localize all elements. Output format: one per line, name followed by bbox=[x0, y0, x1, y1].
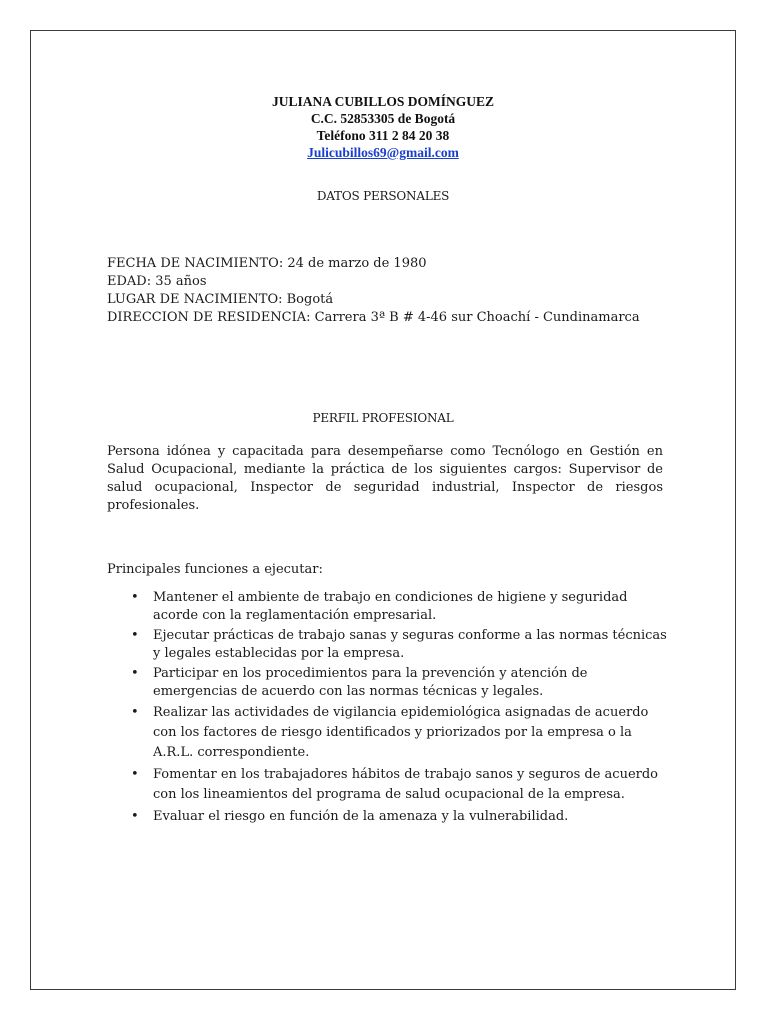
list-item: • Ejecutar prácticas de trabajo sanas y seguras conforme a las normas técnicas y legales establecidas por la empresa. bbox=[127, 627, 667, 663]
professional-profile-title: PERFIL PROFESIONAL bbox=[312, 411, 454, 425]
functions-list bbox=[127, 589, 667, 827]
professional-profile-text: Persona idónea y capacitada para desempeñarse como Tecnólogo en Gestión en Salud Ocupacional, mediante la práctica de los siguientes cargos: Supervisor de salud ocupacional, Inspector de seguridad industrial, Inspector de riesgos profesionales. bbox=[107, 444, 663, 513]
email-link[interactable]: Julicubillos69@gmail.com bbox=[307, 145, 459, 160]
list-item: • Fomentar en los trabajadores hábitos de trabajo sanos y seguros de acuerdo con los lineamientos del programa de salud ocupacional de la empresa. bbox=[127, 765, 667, 805]
phone-number: Teléfono 311 2 84 20 38 bbox=[316, 128, 450, 143]
list-item: • Participar en los procedimientos para la prevención y atención de emergencias de acuerdo con las normas técnicas y legales. bbox=[127, 665, 667, 701]
birth-place: LUGAR DE NACIMIENTO: Bogotá bbox=[107, 292, 334, 307]
age: EDAD: 35 años bbox=[107, 274, 207, 289]
list-item: • Evaluar el riesgo en función de la amenaza y la vulnerabilidad. bbox=[127, 807, 667, 827]
personal-data-block bbox=[107, 255, 663, 327]
id-number: C.C. 52853305 de Bogotá bbox=[310, 111, 456, 126]
personal-data-title: DATOS PERSONALES bbox=[316, 189, 450, 203]
functions-intro: Principales funciones a ejecutar: bbox=[107, 562, 323, 577]
list-item: • Mantener el ambiente de trabajo en condiciones de higiene y seguridad acorde con la reglamentación empresarial. bbox=[127, 589, 667, 625]
candidate-name: JULIANA CUBILLOS DOMÍNGUEZ bbox=[271, 94, 495, 109]
document-page bbox=[30, 30, 736, 990]
residence-address: DIRECCION DE RESIDENCIA: Carrera 3ª B # 4-46 sur Choachí - Cundinamarca bbox=[107, 310, 640, 325]
contact-header bbox=[31, 93, 735, 161]
birth-date: FECHA DE NACIMIENTO: 24 de marzo de 1980 bbox=[107, 256, 427, 271]
list-item: • Realizar las actividades de vigilancia epidemiológica asignadas de acuerdo con los factores de riesgo identificados y priorizados por la empresa o la A.R.L. correspondiente. bbox=[127, 703, 667, 763]
